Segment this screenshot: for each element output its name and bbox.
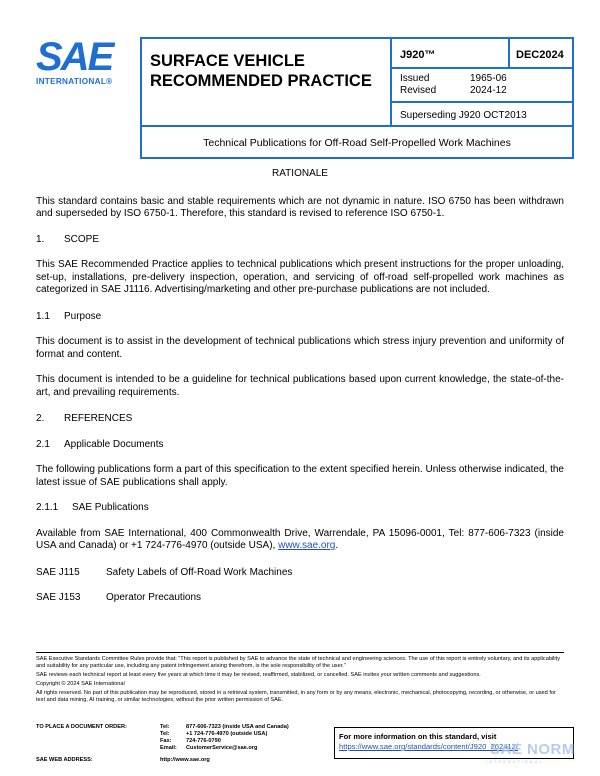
superseding-note: Superseding J920 OCT2013: [400, 110, 527, 121]
rationale-text: This standard contains basic and stable requirements which are not dynamic in nature. ISO 6750 has been withdrawn and superseded by ISO 6750-1. Therefore, this standard is revised to reference ISO 6750-1.: [36, 195, 564, 219]
applicable-documents-text: The following publications form a part of this specification to the extent specified herein. Unless otherwise indicated, the latest issue of SAE publications shall apply.: [36, 464, 564, 488]
logo-mark: SAE: [36, 35, 113, 79]
section-2-1-heading: 2.1 Applicable Documents: [36, 438, 164, 450]
scope-text: This SAE Recommended Practice applies to technical publications which present instructions for the proper unloading, set-up, installations, pre-delivery inspection, operation, and servicing of off-road self-propelled work machines as categorized in SAE J1116. Advertising/marketing and other pre-purchase publications are not included.: [36, 259, 564, 295]
rationale-heading: RATIONALE: [272, 168, 328, 179]
standard-url-link[interactable]: https://www.sae.org/standards/content/J920_202412/: [339, 742, 518, 751]
document-date: DEC2024: [510, 39, 574, 69]
issued-value: 1965-06: [470, 73, 507, 84]
revised-label: Revised: [400, 85, 437, 96]
section-1-1-heading: 1.1 Purpose: [36, 310, 102, 322]
purpose-text-1: This document is to assist in the development of technical publications which stress injury prevention and uniformity of format and content.: [36, 336, 564, 360]
footer-rights: All rights reserved. No part of this publication may be reproduced, stored in a retrieval system, transmitted, in any form or by any means, electronic, mechanical, photocopying, recording, or otherwise, or used for text and data mining, AI training, or similar technologies, without the prior written permission of SAE.: [36, 690, 556, 703]
sae-web-address: SAE WEB ADDRESS: http://www.sae.org: [36, 757, 210, 763]
document-type-line1: SURFACE VEHICLE: [150, 52, 305, 70]
footer-review: SAE reviews each technical report at least every five years at which time it may be revised, reaffirmed, stabilized, or cancelled. SAE invites your written comments and suggestions.: [36, 672, 481, 678]
issue-dates: [392, 69, 574, 103]
section-1-heading: 1. SCOPE: [36, 233, 100, 245]
watermark: SAE NORM: [490, 741, 575, 758]
purpose-text-2: This document is intended to be a guideline for technical publications based upon current knowledge, the state-of-the-art, and prevailing requirements.: [36, 374, 564, 398]
document-number: J920™: [392, 39, 510, 69]
document-type-line2: RECOMMENDED PRACTICE: [150, 72, 372, 90]
document-body: [36, 168, 564, 605]
footer-copyright: Copyright © 2024 SAE International: [36, 681, 125, 687]
reference-item: SAE J115 Safety Labels of Off-Road Work Machines: [36, 566, 293, 578]
document-header: [140, 37, 574, 127]
document-title: Technical Publications for Off-Road Self-Propelled Work Machines: [140, 127, 574, 159]
reference-item: SAE J153 Operator Precautions: [36, 592, 202, 603]
more-info-title: For more information on this standard, visit: [339, 732, 497, 741]
section-2-heading: 2. REFERENCES: [36, 413, 133, 424]
sae-web-link[interactable]: http://www.sae.org: [160, 757, 210, 763]
issued-label: Issued: [400, 73, 430, 84]
section-2-1-1-heading: 2.1.1 SAE Publications: [36, 502, 149, 513]
watermark-subtitle: INTERNATIONAL: [486, 759, 544, 764]
footer-divider: [36, 652, 564, 653]
document-type: [142, 39, 392, 127]
sae-publications-text: Available from SAE International, 400 Commonwealth Drive, Warrendale, PA 15096-0001, Tel: 877-606-7323 (inside USA and Canada) or +1 724-776-4970 (outside USA), www.sae.org.: [36, 527, 564, 551]
sae-website-link[interactable]: www.sae.org: [278, 540, 336, 551]
logo-subtitle: INTERNATIONAL®: [36, 77, 113, 86]
customer-service-email[interactable]: CustomerService@sae.org: [186, 745, 258, 751]
sae-logo: [36, 35, 128, 88]
order-contact: TO PLACE A DOCUMENT ORDER: Tel: 877-606-7323 (inside USA and Canada) Tel: +1 724-776-4970 (outside USA) Fax: 724-776-0790 Email: CustomerService@sae.org: [36, 724, 289, 751]
footer-rules: SAE Executive Standards Committee Rules provide that: “This report is published by SAE to advance the state of technical and engineering sciences. The use of this report is entirely voluntary, and its applicability and suitability for any particular use, including any patent infringement arising therefrom, is the sole responsibility of the user.”: [36, 656, 561, 669]
footer-legal: [36, 656, 564, 706]
revised-value: 2024-12: [470, 85, 507, 96]
